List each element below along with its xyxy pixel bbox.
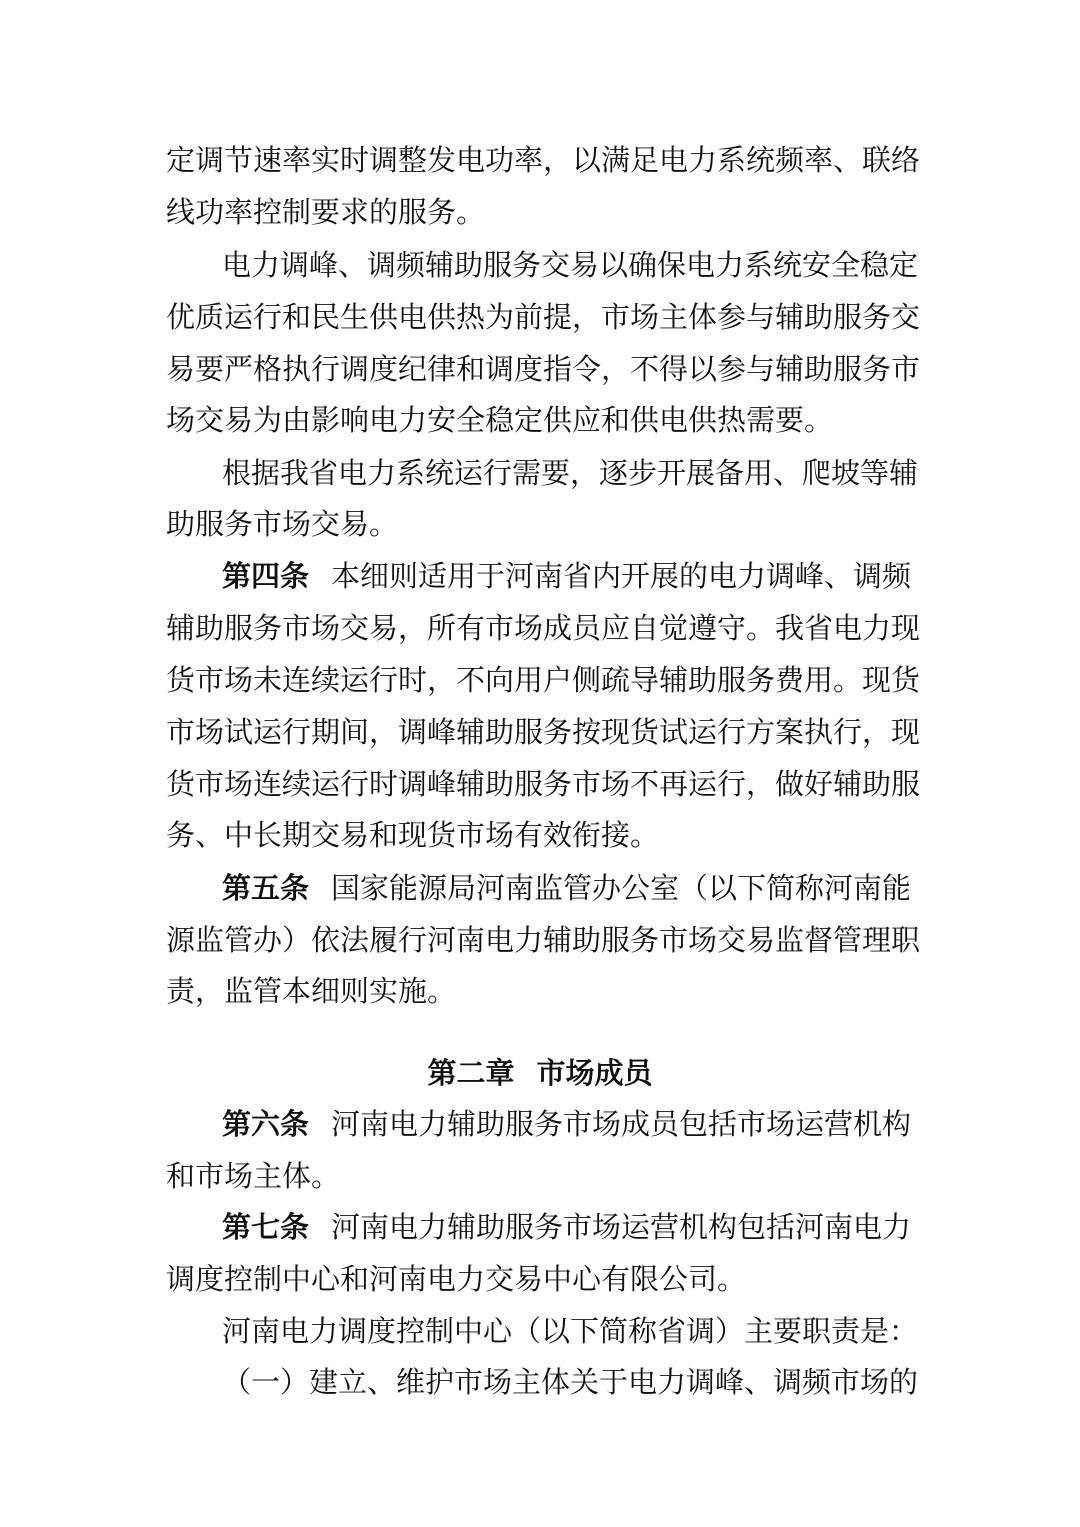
text-line: 辅助服务市场交易，所有市场成员应自觉遵守。我省电力现 [166,611,921,645]
article-4-first-line [222,556,911,596]
text-line: 源监管办）依法履行河南电力辅助服务市场交易监督管理职 [166,923,921,957]
text-line: 货市场连续运行时调峰辅助服务市场不再运行，做好辅助服 [166,767,921,801]
article-5-first-line [222,868,911,908]
article-heading: 第四条 [222,559,310,593]
text-line: 河南电力辅助服务市场成员包括市场运营机构 [331,1107,912,1141]
text-line: 调度控制中心和河南电力交易中心有限公司。 [166,1262,747,1296]
article-7-first-line [222,1207,911,1247]
text-line: 货市场未连续运行时，不向用户侧疏导辅助服务费用。现货 [166,663,921,697]
text-line: 河南电力调度控制中心（以下简称省调）主要职责是： [222,1314,919,1348]
article-heading: 第七条 [222,1210,310,1244]
text-line: 场交易为由影响电力安全稳定供应和供电供热需要。 [166,403,834,437]
article-heading: 第五条 [222,871,310,905]
text-line: 和市场主体。 [166,1159,341,1193]
text-line: 根据我省电力系统运行需要，逐步开展备用、爬坡等辅 [222,456,919,490]
text-line: 线功率控制要求的服务。 [166,195,486,229]
chapter-heading [0,1053,1080,1093]
chapter-title: 市场成员 [536,1056,653,1090]
text-line: 责，监管本细则实施。 [166,974,457,1008]
text-line: 本细则适用于河南省内开展的电力调峰、调频 [331,559,912,593]
article-heading: 第六条 [222,1107,310,1141]
text-line: 助服务市场交易。 [166,507,399,541]
text-line: 定调节速率实时调整发电功率，以满足电力系统频率、联络 [166,143,921,177]
text-line: 优质运行和民生供电供热为前提，市场主体参与辅助服务交 [166,300,921,334]
text-line: 电力调峰、调频辅助服务交易以确保电力系统安全稳定 [222,248,919,282]
text-line: 国家能源局河南监管办公室（以下简称河南能 [331,871,912,905]
text-line: 市场试运行期间，调峰辅助服务按现货试运行方案执行，现 [166,715,921,749]
text-line: 务、中长期交易和现货市场有效衔接。 [166,818,660,852]
text-line: 易要严格执行调度纪律和调度指令，不得以参与辅助服务市 [166,352,921,386]
article-6-first-line [222,1104,911,1144]
chapter-number: 第二章 [427,1056,515,1090]
text-line: 河南电力辅助服务市场运营机构包括河南电力 [331,1210,912,1244]
text-line: （一）建立、维护市场主体关于电力调峰、调频市场的 [222,1365,919,1399]
